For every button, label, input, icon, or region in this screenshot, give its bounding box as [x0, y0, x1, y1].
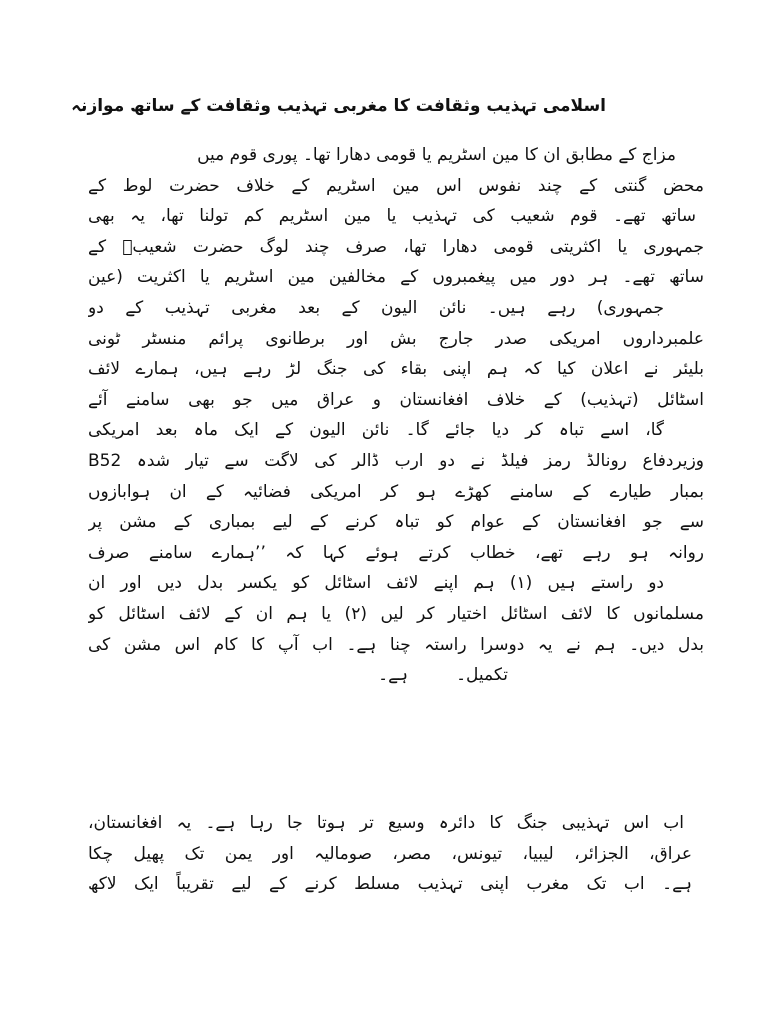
paragraph-line: عراق، الجزائر، لیبیا، تیونس، مصر، صومالیہ اور یمن تک پھیل چکا	[88, 843, 692, 864]
paragraph-line: محض گنتی کے چند نفوس اس مین اسٹریم کے خلاف حضرت لوط کے	[88, 175, 704, 196]
paragraph-line: سے جو افغانستان کے عوام کو تباہ کرنے کے لیے بمباری کے مشن پر	[88, 512, 704, 533]
paragraph-line: جمہوری) رہے ہیں۔ نائن الیون کے بعد مغربی تہذیب کے دو	[88, 297, 664, 318]
paragraph-line: ہے۔ اب تک مغرب اپنی تہذیب مسلط کرنے کے لیے تقریباً ایک لاکھ	[88, 874, 692, 895]
paragraph-line: وزیردفاع رونالڈ رمز فیلڈ نے دو ارب ڈالر کی لاگت سے تیار شدہ B52	[88, 450, 704, 471]
document-title: اسلامی تہذیب وثقافت کا مغربی تہذیب وثقافت کے ساتھ موازنہ	[71, 96, 606, 116]
paragraph-line: روانہ ہو رہے تھے، خطاب کرتے ہوئے کہا کہ ’’ہمارے سامنے صرف	[88, 542, 704, 563]
paragraph-line: اسٹائل (تہذیب) کے خلاف افغانستان و عراق میں جو بھی سامنے آئے	[88, 389, 704, 410]
paragraph-line: علمبرداروں امریکی صدر جارج بش اور برطانوی پرائم منسٹر ٹونی	[88, 328, 704, 349]
paragraph-final-word: تکمیل۔	[456, 665, 508, 686]
paragraph-line: ساتھ تھے۔ قوم شعیب کی تہذیب یا مین اسٹریم کم تولنا تھا، یہ بھی	[88, 206, 696, 227]
paragraph-final-tail: ہے۔	[378, 665, 408, 686]
paragraph-2	[88, 808, 692, 900]
paragraph-line: اب اس تہذیبی جنگ کا دائرہ وسیع تر ہوتا جا رہا ہے۔ یہ افغانستان،	[88, 813, 684, 833]
paragraph-line: بدل دیں۔ ہم نے یہ دوسرا راستہ چنا ہے۔ اب آپ کا کام اس مشن کی	[88, 634, 704, 655]
paragraph-1	[88, 140, 704, 691]
paragraph-line: ساتھ تھے۔ ہر دور میں پیغمبروں کے مخالفین مین اسٹریم یا اکثریت (عین	[88, 267, 704, 288]
paragraph-line: بلیئر نے اعلان کیا کہ ہم اپنی بقاء کی جنگ لڑ رہے ہیں، ہمارے لائف	[88, 359, 704, 380]
paragraph-line: مسلمانوں کا لائف اسٹائل اختیار کر لیں (۲) یا ہم ان کے لائف اسٹائل کو	[88, 603, 704, 624]
paragraph-final-line	[88, 660, 704, 691]
paragraph-line: جمہوری یا اکثریتی قومی دھارا تھا، صرف چند لوگ حضرت شعیبؑ کے	[88, 236, 704, 257]
paragraph-line: گا، اسے تباہ کر دیا جائے گا۔ نائن الیون کے ایک ماہ بعد امریکی	[88, 420, 664, 441]
paragraph-line: دو راستے ہیں (۱) ہم اپنے لائف اسٹائل کو یکسر بدل دیں اور ان	[88, 573, 664, 594]
paragraph-line: بمبار طیارے کے سامنے کھڑے ہو کر امریکی فضائیہ کے ان ہوابازوں	[88, 481, 704, 502]
paragraph-line: مزاج کے مطابق ان کا مین اسٹریم یا قومی دھارا تھا۔ پوری قوم میں	[197, 145, 676, 165]
